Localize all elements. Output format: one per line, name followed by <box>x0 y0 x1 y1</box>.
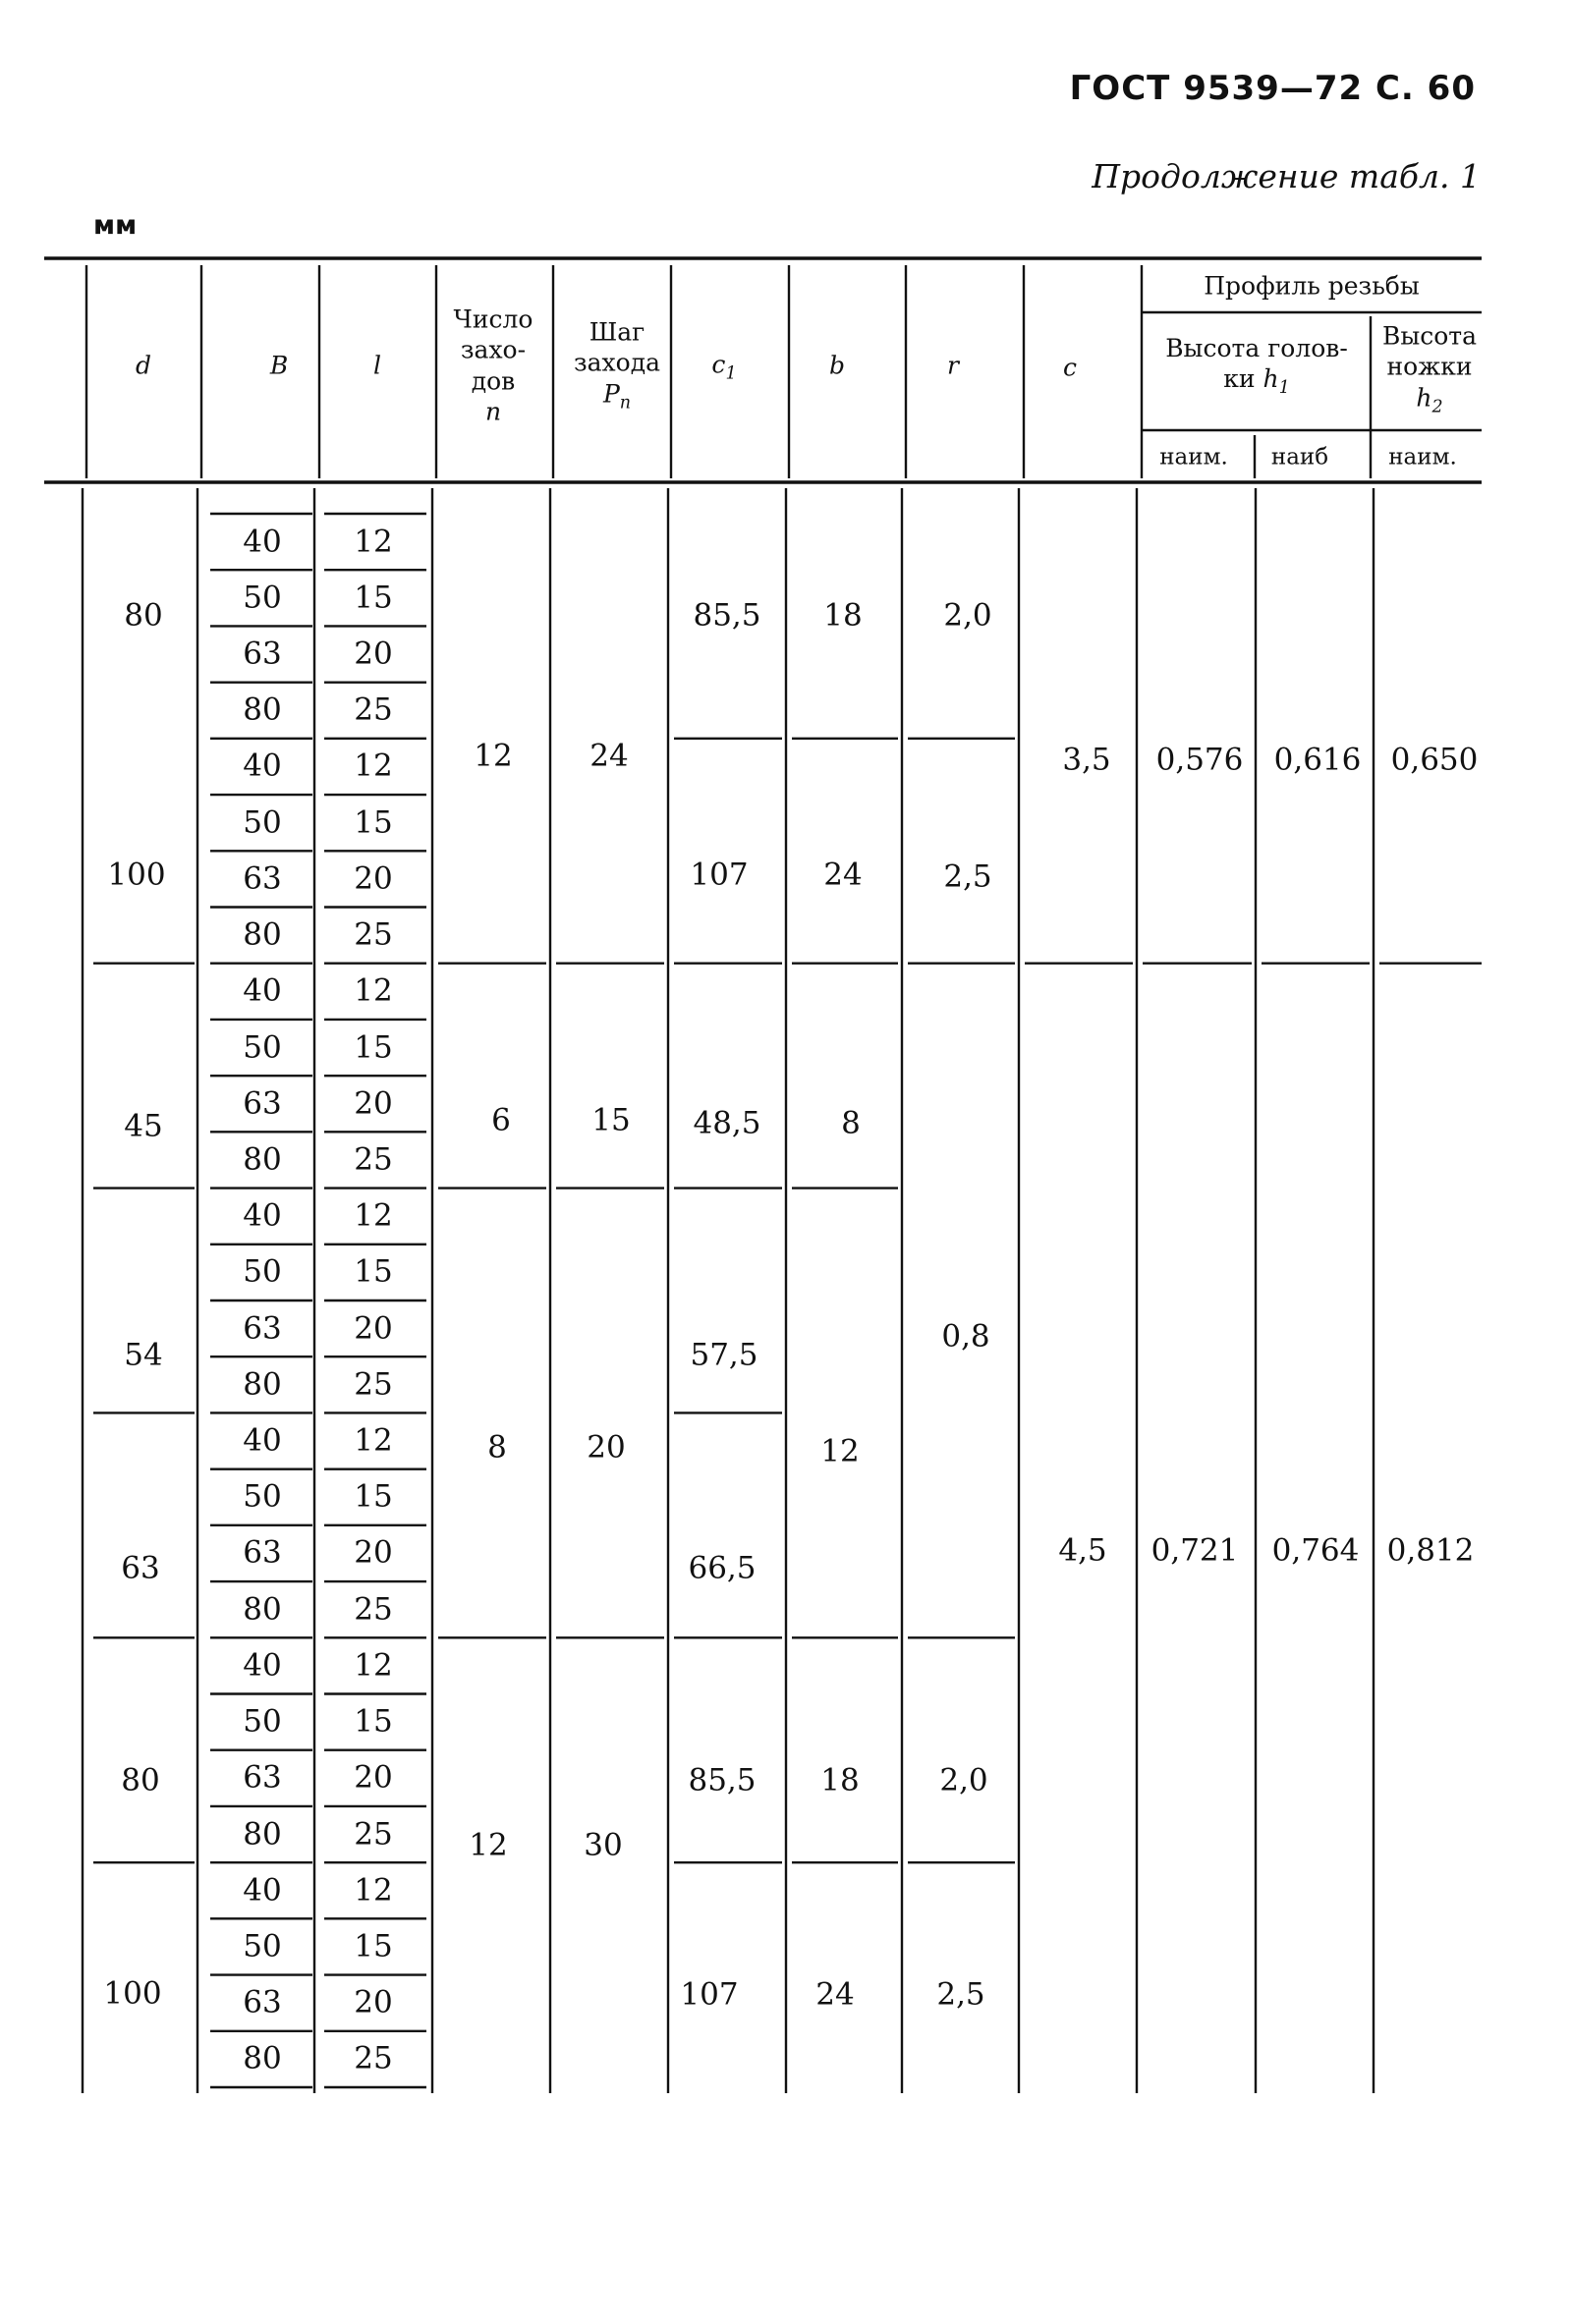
cell-b-width: 40 <box>243 1647 282 1684</box>
cell-b: 24 <box>823 857 863 893</box>
column-header-r: r <box>947 351 959 380</box>
cell-b-width: 50 <box>243 1029 282 1066</box>
cell-l: 25 <box>354 1816 393 1853</box>
cell-b-width: 50 <box>243 580 282 616</box>
cell-starts: 8 <box>487 1429 507 1466</box>
cell-b: 24 <box>815 1976 855 2013</box>
cell-l: 12 <box>354 972 393 1009</box>
cell-c1: 107 <box>690 857 749 893</box>
cell-b-width: 50 <box>243 1928 282 1964</box>
cell-r: 0,8 <box>941 1318 990 1355</box>
cell-b-width: 63 <box>243 860 282 897</box>
cell-b-width: 80 <box>243 1591 282 1628</box>
cell-l: 20 <box>354 1085 393 1122</box>
lead-label: Шаг захода <box>574 317 660 377</box>
lead-subscript: n <box>619 392 632 413</box>
column-header-dedendum <box>1380 320 1479 417</box>
cell-l: 20 <box>354 636 393 672</box>
cell-b-width: 80 <box>243 692 282 728</box>
cell-l: 20 <box>354 1984 393 2020</box>
starts-label: Число захо- дов <box>453 304 533 395</box>
cell-l: 12 <box>354 1647 393 1684</box>
cell-l: 25 <box>354 692 393 728</box>
addendum-symbol: h <box>1262 364 1279 394</box>
column-header-l: l <box>373 351 381 380</box>
cell-l: 12 <box>354 1422 393 1459</box>
column-header-b: b <box>828 351 846 380</box>
cell-dedendum-min: 0,650 <box>1390 742 1479 778</box>
cell-c1: 48,5 <box>693 1105 761 1141</box>
cell-b-width: 40 <box>243 524 282 560</box>
cell-l: 20 <box>354 1759 393 1796</box>
column-header-starts <box>446 304 540 427</box>
cell-c: 4,5 <box>1058 1532 1107 1569</box>
cell-lead: 24 <box>589 738 629 774</box>
cell-b-width: 80 <box>243 2040 282 2076</box>
cell-l: 15 <box>354 1029 393 1066</box>
column-header-thread-profile: Профиль резьбы <box>1204 271 1420 301</box>
cell-c: 3,5 <box>1062 742 1111 778</box>
cell-c1: 66,5 <box>688 1550 757 1586</box>
cell-l: 25 <box>354 1366 393 1403</box>
cell-c1: 85,5 <box>688 1762 757 1798</box>
cell-b: 18 <box>820 1762 860 1798</box>
cell-d: 80 <box>124 597 163 634</box>
cell-b-width: 63 <box>243 1984 282 2020</box>
cell-b-width: 40 <box>243 972 282 1009</box>
column-header-lead <box>563 316 671 414</box>
cell-l: 15 <box>354 1478 393 1515</box>
cell-c1: 85,5 <box>693 597 761 634</box>
cell-r: 2,0 <box>939 1762 988 1798</box>
cell-b-width: 50 <box>243 1478 282 1515</box>
cell-b-width: 63 <box>243 1310 282 1347</box>
cell-addendum-min: 0,576 <box>1155 742 1244 778</box>
column-header-c: c <box>1062 353 1078 382</box>
table-continuation-note: Продолжение табл. 1 <box>1092 157 1481 195</box>
cell-d: 100 <box>107 857 166 893</box>
cell-starts: 12 <box>469 1827 508 1863</box>
cell-addendum-min: 0,721 <box>1150 1532 1239 1569</box>
dedendum-subscript: 2 <box>1431 396 1443 416</box>
starts-symbol: n <box>484 397 502 426</box>
cell-l: 25 <box>354 1141 393 1178</box>
cell-b: 12 <box>820 1433 860 1469</box>
cell-starts: 6 <box>491 1102 511 1138</box>
cell-b-width: 50 <box>243 1703 282 1740</box>
cell-b-width: 80 <box>243 1816 282 1853</box>
cell-c1: 57,5 <box>690 1337 758 1373</box>
addendum-subscript: 1 <box>1278 378 1290 399</box>
cell-l: 12 <box>354 1197 393 1234</box>
cell-l: 12 <box>354 524 393 560</box>
cell-l: 25 <box>354 916 393 953</box>
cell-lead: 15 <box>591 1102 631 1138</box>
units-label: мм <box>93 210 138 241</box>
cell-r: 2,0 <box>943 597 992 634</box>
cell-b-width: 63 <box>243 1534 282 1571</box>
cell-d: 54 <box>124 1337 163 1373</box>
document-reference: ГОСТ 9539—72 С. 60 <box>1069 69 1476 108</box>
cell-b: 8 <box>841 1105 861 1141</box>
cell-addendum-max: 0,764 <box>1271 1532 1360 1569</box>
cell-b-width: 40 <box>243 1872 282 1909</box>
dedendum-symbol: h <box>1416 382 1432 412</box>
cell-l: 15 <box>354 1703 393 1740</box>
cell-l: 20 <box>354 860 393 897</box>
cell-l: 15 <box>354 1928 393 1964</box>
cell-b-width: 50 <box>243 1253 282 1290</box>
cell-b-width: 80 <box>243 1366 282 1403</box>
column-header-addendum <box>1153 333 1360 400</box>
cell-b-width: 80 <box>243 1141 282 1178</box>
cell-b: 18 <box>823 597 863 634</box>
c1-symbol: c <box>711 350 726 379</box>
cell-b-width: 40 <box>243 747 282 784</box>
addendum-label: Высота голов- ки <box>1165 333 1348 394</box>
cell-l: 20 <box>354 1310 393 1347</box>
cell-l: 20 <box>354 1534 393 1571</box>
dedendum-label: Высота ножки <box>1381 321 1478 381</box>
cell-lead: 30 <box>584 1827 623 1863</box>
column-header-c1 <box>711 350 736 386</box>
cell-d: 45 <box>124 1108 163 1144</box>
cell-l: 25 <box>354 1591 393 1628</box>
cell-l: 15 <box>354 1253 393 1290</box>
column-header-d: d <box>135 351 152 380</box>
cell-d: 80 <box>121 1762 160 1798</box>
cell-b-width: 40 <box>243 1197 282 1234</box>
cell-b-width: 50 <box>243 804 282 841</box>
cell-l: 15 <box>354 804 393 841</box>
cell-b-width: 40 <box>243 1422 282 1459</box>
cell-b-width: 63 <box>243 1085 282 1122</box>
c1-subscript: 1 <box>725 363 737 384</box>
cell-addendum-max: 0,616 <box>1273 742 1362 778</box>
lead-symbol: P <box>602 378 620 408</box>
cell-b-width: 80 <box>243 916 282 953</box>
cell-l: 12 <box>354 1872 393 1909</box>
cell-dedendum-min: 0,812 <box>1386 1532 1475 1569</box>
column-header-addendum-max: наиб <box>1270 444 1329 470</box>
cell-l: 15 <box>354 580 393 616</box>
column-header-dedendum-min: наим. <box>1388 444 1457 470</box>
cell-r: 2,5 <box>936 1976 985 2013</box>
cell-c1: 107 <box>680 1976 739 2013</box>
cell-lead: 20 <box>587 1429 626 1466</box>
cell-r: 2,5 <box>943 858 992 895</box>
cell-l: 25 <box>354 2040 393 2076</box>
cell-b-width: 63 <box>243 636 282 672</box>
cell-b-width: 63 <box>243 1759 282 1796</box>
cell-d: 100 <box>103 1975 162 2012</box>
column-header-b-width: B <box>269 351 289 380</box>
cell-starts: 12 <box>474 738 513 774</box>
column-header-addendum-min: наим. <box>1159 444 1228 470</box>
cell-d: 63 <box>121 1550 160 1586</box>
cell-l: 12 <box>354 747 393 784</box>
